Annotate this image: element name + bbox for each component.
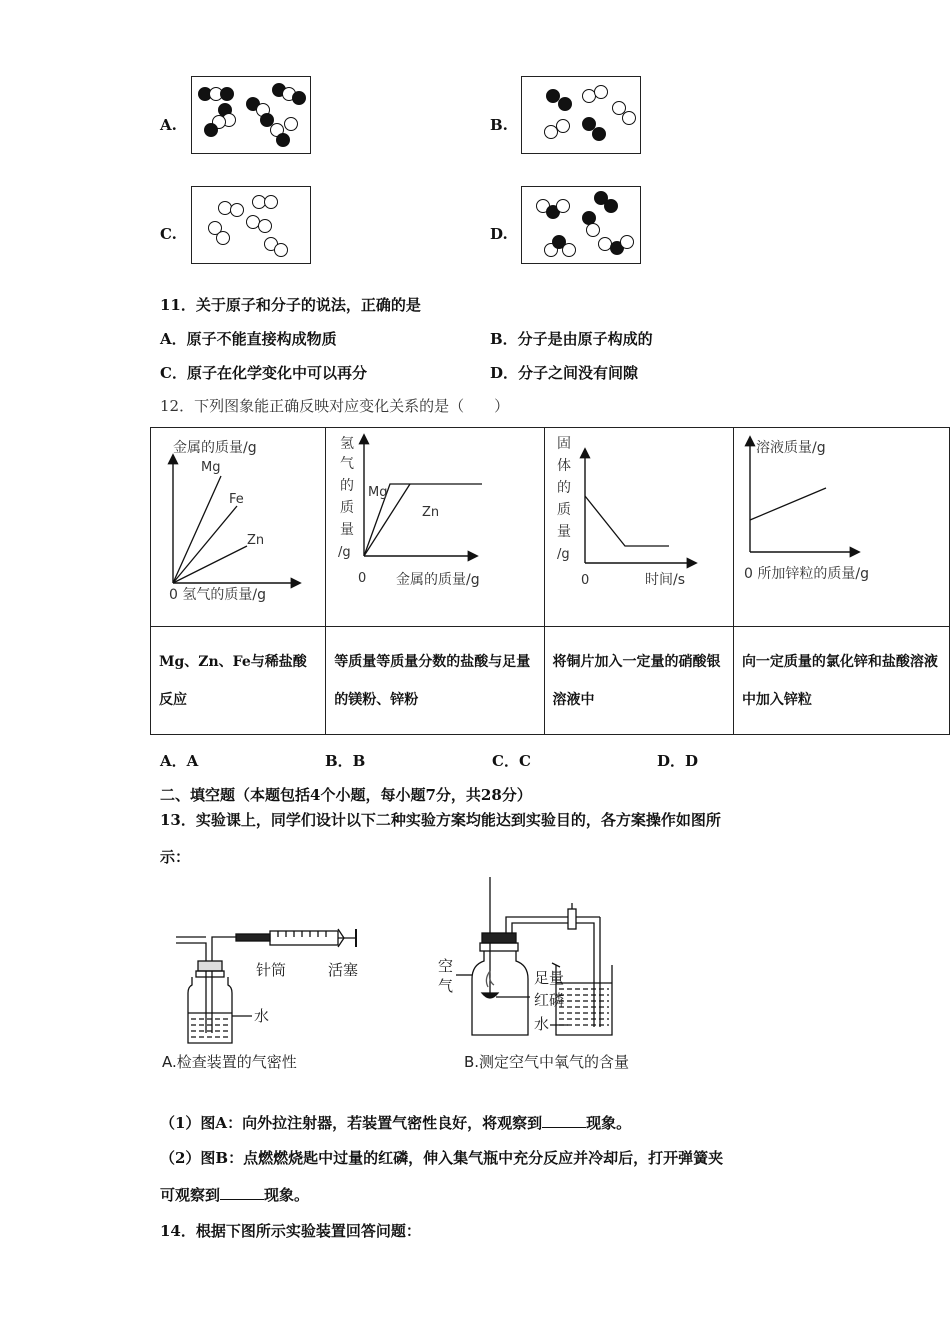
air-label-1: 空 [438, 957, 454, 975]
line-solid-mass [585, 496, 669, 546]
q13-stem-line1: 13．实验课上，同学们设计以下二种实验方案均能达到实验目的，各方案操作如图所 [160, 811, 721, 829]
q13-figure-a [160, 915, 370, 1080]
q13-figure-b [430, 875, 670, 1080]
label-zn: Zn [247, 533, 265, 548]
q12-desc-b: 等质量等质量分数的盐酸与足量的镁粉、锌粉 [326, 627, 544, 735]
q11-option-a: A．原子不能直接构成物质 [160, 330, 337, 348]
q12-desc-a: Mg、Zn、Fe与稀盐酸反应 [151, 627, 326, 735]
origin: 0 [580, 573, 589, 588]
y-label-char: 气 [340, 456, 355, 472]
q13-sub2-line2 [160, 1185, 309, 1205]
piston-label: 活塞 [328, 961, 359, 979]
x-label: 0 所加锌粒的质量/g [743, 566, 869, 582]
q14-stem: 14．根据下图所示实验装置回答问题： [160, 1222, 421, 1240]
q12-graph-b-cell [326, 428, 544, 627]
q11-option-d: D．分子之间没有间隙 [490, 364, 639, 382]
q12-answer-c: C．C [492, 752, 531, 770]
label-mg: Mg [368, 485, 388, 500]
option-a-label: A. [160, 116, 177, 134]
q13-stem-line2: 示： [160, 848, 191, 866]
line-mg [173, 476, 221, 583]
q13-sub2-text: 可观察到 [160, 1186, 221, 1204]
q12-answer-a: A．A [160, 752, 199, 770]
line-solution-mass [750, 488, 826, 520]
particle-box-d [521, 186, 641, 264]
option-d-label: D. [490, 225, 508, 243]
q12-graph-c [545, 428, 705, 624]
q12-graph-a-cell [151, 428, 326, 627]
y-label-char: 的 [556, 480, 571, 496]
q11-option-b: B．分子是由原子构成的 [490, 330, 653, 348]
q12-graph-c-cell [544, 428, 733, 627]
line-zn [173, 546, 247, 583]
air-label-2: 气 [438, 977, 454, 995]
y-label-char: 的 [340, 478, 355, 494]
q13-sub1-text: （1）图A：向外拉注射器，若装置气密性良好，将观察到 [160, 1114, 543, 1132]
q13-sub1 [160, 1113, 631, 1133]
y-label-char: 量 [556, 524, 571, 540]
q12-options-table [150, 427, 950, 735]
y-label-char: 固 [556, 436, 571, 452]
origin: 0 [358, 571, 367, 586]
figure-b-caption: B.测定空气中氧气的含量 [464, 1053, 630, 1071]
y-label: 溶液质量/g [755, 440, 826, 456]
particle-box-c [191, 186, 311, 264]
y-label-char: 质 [556, 502, 571, 518]
figure-a-caption: A.检查装置的气密性 [162, 1053, 297, 1071]
y-label-char: 量 [340, 522, 355, 538]
q12-stem: 12．下列图象能正确反映对应变化关系的是（ ） [160, 397, 510, 415]
q11-option-c: C．原子在化学变化中可以再分 [160, 364, 367, 382]
water-label: 水 [534, 1015, 550, 1033]
q11-stem: 11．关于原子和分子的说法，正确的是 [160, 296, 421, 314]
y-label: 金属的质量/g [173, 440, 257, 456]
q13-sub1-suffix: 现象。 [586, 1114, 632, 1132]
q12-graph-b [326, 428, 506, 624]
syringe-label: 针筒 [256, 961, 287, 979]
q12-graph-d [734, 428, 902, 624]
label-fe: Fe [229, 492, 244, 507]
q12-graph-a [151, 428, 311, 624]
q13-sub2-suffix: 现象。 [264, 1186, 310, 1204]
section-2-title: 二、填空题（本题包括4个小题，每小题7分，共28分） [160, 786, 532, 804]
sufficient-label: 足量 [534, 969, 565, 987]
x-label: 0 氢气的质量/g [169, 587, 266, 603]
particle-box-b [521, 76, 641, 154]
line-fe [173, 506, 237, 583]
q13-sub2-blank[interactable] [220, 1185, 264, 1200]
red-phosphorus-label: 红磷 [534, 991, 565, 1009]
q12-answer-d: D．D [657, 752, 699, 770]
x-label: 时间/s [644, 572, 685, 588]
q12-graph-d-cell [733, 428, 949, 627]
particle-box-a [191, 76, 311, 154]
y-label-char: /g [338, 545, 351, 560]
q13-sub1-blank[interactable] [542, 1113, 586, 1128]
q12-desc-d: 向一定质量的氯化锌和盐酸溶液中加入锌粒 [733, 627, 949, 735]
q12-desc-c: 将铜片加入一定量的硝酸银溶液中 [544, 627, 733, 735]
label-mg: Mg [201, 460, 221, 475]
y-label-char: 氢 [340, 436, 355, 452]
q12-answer-b: B．B [325, 752, 366, 770]
y-label-char: 体 [556, 458, 571, 474]
water-label: 水 [254, 1007, 270, 1025]
y-label-char: 质 [340, 500, 355, 516]
y-label-char: /g [556, 547, 570, 562]
option-b-label: B. [490, 116, 508, 134]
label-zn: Zn [422, 505, 440, 520]
q13-sub2-line1: （2）图B：点燃燃烧匙中过量的红磷，伸入集气瓶中充分反应并冷却后，打开弹簧夹 [160, 1149, 724, 1167]
option-c-label: C. [160, 225, 177, 243]
x-label: 金属的质量/g [396, 572, 480, 588]
